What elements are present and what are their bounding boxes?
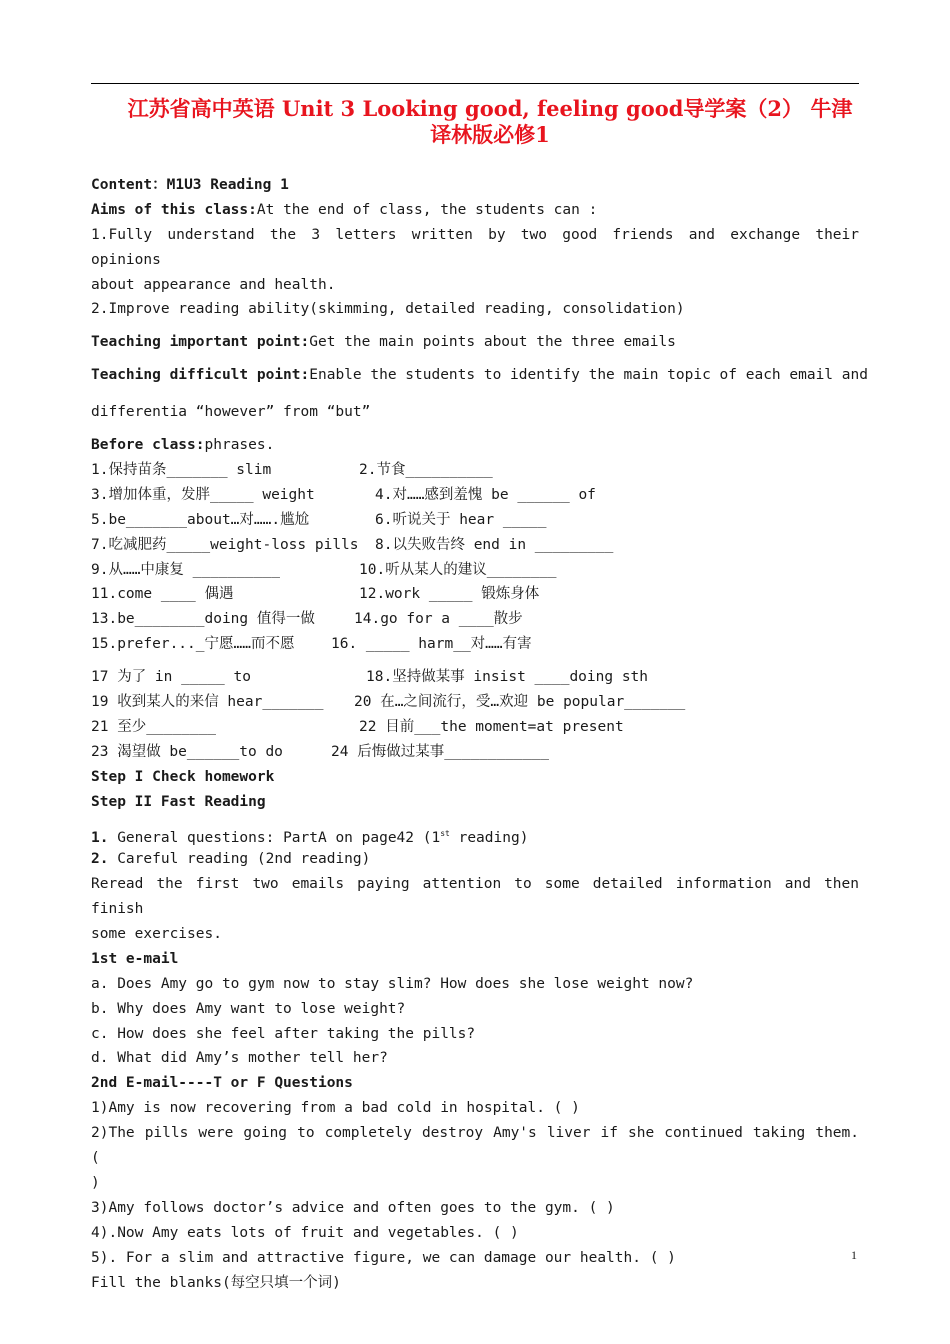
- email-2-question: 4).Now Amy eats lots of fruit and vegetables. ( ): [91, 1224, 519, 1241]
- important-label: Teaching important point:: [91, 334, 310, 351]
- email-1-question: a. Does Amy go to gym now to stay slim? How does she lose weight now?: [91, 975, 694, 992]
- spacer: [91, 355, 859, 363]
- phrase-item: 24 后悔做过某事____________: [331, 743, 549, 760]
- phrase-item: 12.work _____ 锻炼身体: [359, 586, 540, 603]
- phrase-row: [91, 607, 859, 632]
- task-2-text: Careful reading (2nd reading): [117, 851, 371, 868]
- task-1: [91, 822, 859, 847]
- phrase-item: 11.come ____ 偶遇: [91, 586, 234, 603]
- aims-item-1a: 1.Fully understand the 3 letters written by two good friends and exchange their opinions: [91, 226, 859, 268]
- header-rule: [91, 83, 859, 84]
- document-title: 江苏省高中英语 Unit 3 Looking good, feeling good导学案（2） 牛津译林版必修1: [127, 96, 853, 147]
- phrase-item: 16. _____ harm__对……有害: [331, 636, 532, 653]
- phrase-row: [91, 558, 859, 583]
- phrase-item: 23 渴望做 be______to do: [91, 743, 283, 760]
- phrase-row: [91, 458, 859, 483]
- document-body: [91, 173, 868, 1295]
- phrase-row: [91, 665, 859, 690]
- spacer: [91, 388, 859, 400]
- page-number: 1: [851, 1248, 857, 1262]
- email-2-question: 1)Amy is now recovering from a bad cold in hospital. ( ): [91, 1100, 580, 1117]
- phrase-item: 3.增加体重，发胖_____ weight: [91, 486, 315, 503]
- email-2-question: 3)Amy follows doctor’s advice and often goes to the gym. ( ): [91, 1199, 615, 1216]
- phrase-row: [91, 508, 859, 533]
- phrase-row: [91, 715, 859, 740]
- spacer: [91, 814, 859, 822]
- email-2-question: 5). For a slim and attractive figure, we can damage our health. ( ): [91, 1249, 676, 1266]
- before-class: [91, 433, 859, 458]
- email-1-question: b. Why does Amy want to lose weight?: [91, 1000, 406, 1017]
- aims-line: [91, 198, 859, 223]
- difficult-label: Teaching difficult point:: [91, 367, 310, 384]
- phrase-item: 1.保持苗条_______ slim: [91, 461, 272, 478]
- content-value: M1U3 Reading 1: [166, 177, 289, 193]
- spacer: [91, 657, 859, 665]
- phrase-item: 4.对……感到羞愧 be ______ of: [375, 486, 596, 503]
- phrase-row: [91, 740, 859, 765]
- important-value: Get the main points about the three emails: [309, 334, 676, 351]
- email-2-question-cont: ): [91, 1174, 100, 1191]
- phrase-item: 13.be________doing 值得一做: [91, 611, 315, 628]
- email-2-heading: 2nd E-mail----T or F Questions: [91, 1075, 353, 1092]
- email-1-question: d. What did Amy’s mother tell her?: [91, 1050, 388, 1067]
- phrase-item: 20 在…之间流行，受…欢迎 be popular_______: [354, 693, 686, 710]
- aims-value: At the end of class, the students can :: [256, 201, 598, 218]
- phrase-item: 19 收到某人的来信 hear_______: [91, 693, 324, 710]
- phrase-item: 22 目前___the moment=at present: [359, 718, 624, 735]
- phrase-item: 14.go for a ____散步: [354, 611, 523, 628]
- task-1-end: reading): [449, 830, 529, 847]
- reread-instruction-b: some exercises.: [91, 926, 222, 942]
- before-label: Before class:: [91, 437, 205, 454]
- task-1-number: 1.: [91, 830, 109, 847]
- email-1-question: c. How does she feel after taking the pills?: [91, 1025, 476, 1042]
- reread-instruction-a: Reread the first two emails paying attention to some detailed information and then finish: [91, 876, 859, 918]
- task-1-text: General questions: PartA on page42 (1: [117, 830, 441, 847]
- spacer: [91, 322, 859, 330]
- phrase-item: 15.prefer..._宁愿……而不愿: [91, 636, 295, 653]
- phrase-row: [91, 690, 859, 715]
- phrase-row: [91, 483, 859, 508]
- task-1-sup: st: [440, 829, 450, 839]
- phrase-row: [91, 632, 859, 657]
- difficult-point: [91, 363, 868, 388]
- difficult-point-cont: differentia “however” from “but”: [91, 404, 371, 421]
- phrase-item: 5.be_______about…对…….尴尬: [91, 511, 310, 528]
- spacer: [91, 425, 859, 433]
- phrase-item: 6.听说关于 hear _____: [375, 511, 547, 528]
- step-1-heading: Step I Check homework: [91, 768, 275, 785]
- before-value: phrases.: [204, 437, 275, 454]
- content-line: [91, 173, 859, 198]
- phrase-item: 18.坚持做某事 insist ____doing sth: [366, 669, 649, 686]
- phrase-row: [91, 533, 859, 558]
- aims-item-2: 2.Improve reading ability(skimming, detailed reading, consolidation): [91, 301, 685, 318]
- aims-label: Aims of this class:: [91, 201, 257, 218]
- phrase-item: 2.节食__________: [359, 461, 493, 478]
- important-point: [91, 330, 859, 355]
- step-2-heading: Step II Fast Reading: [91, 793, 266, 810]
- phrase-item: 10.听从某人的建议________: [359, 561, 557, 578]
- phrase-item: 8.以失败告终 end in _________: [375, 536, 614, 553]
- email-1-heading: 1st e-mail: [91, 950, 179, 967]
- task-2-number: 2.: [91, 851, 109, 868]
- aims-item-1b: about appearance and health.: [91, 276, 336, 293]
- difficult-value: Enable the students to identify the main topic of each email and: [309, 367, 868, 384]
- task-2: [91, 847, 859, 872]
- phrase-item: 21 至少________: [91, 718, 217, 735]
- content-label: Content：: [91, 177, 167, 193]
- fill-blanks-instruction: Fill the blanks(每空只填一个词): [91, 1274, 341, 1291]
- phrase-item: 9.从……中康复 __________: [91, 561, 280, 578]
- phrase-item: 17 为了 in _____ to: [91, 669, 251, 686]
- phrase-item: 7.吃减肥药_____weight-loss pills: [91, 536, 359, 553]
- email-2-question: 2)The pills were going to completely destroy Amy's liver if she continued taking them. (: [91, 1125, 859, 1167]
- phrase-row: [91, 582, 859, 607]
